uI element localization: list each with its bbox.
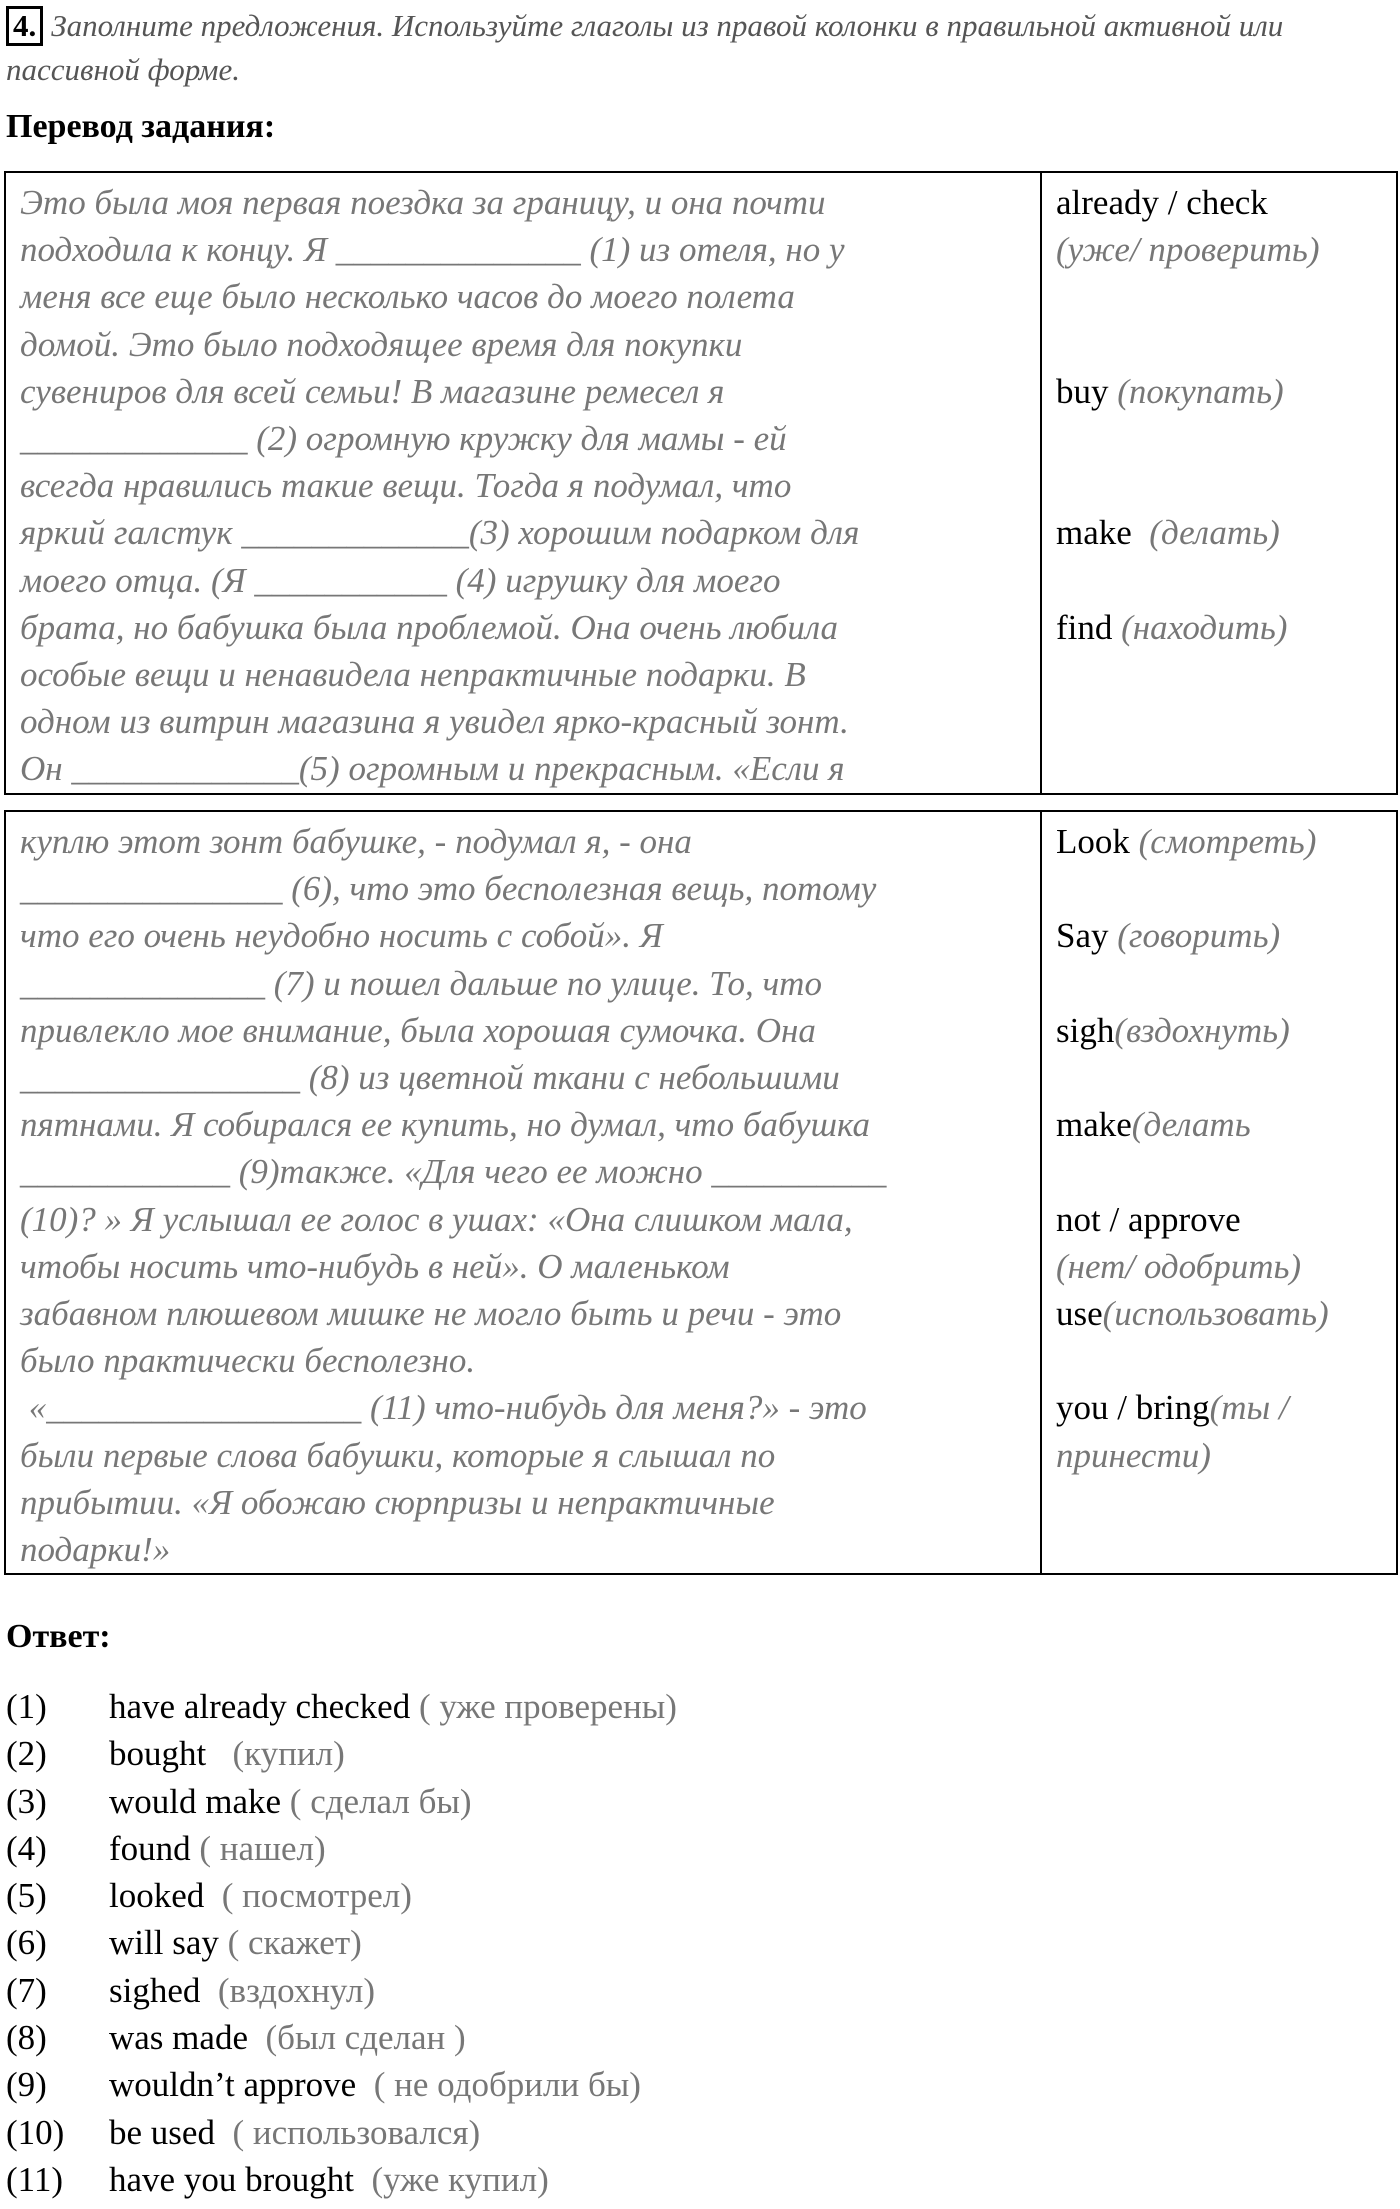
answer-row	[6, 1825, 1386, 1872]
verb-translation: (нет/ одобрить)	[1056, 1246, 1302, 1286]
text-line: сувениров для всей семьи! В магазине ремесел я	[20, 371, 725, 411]
table1-text-cell	[5, 172, 1041, 794]
answer-english: was made	[109, 2018, 248, 2058]
verb-line	[1056, 1007, 1386, 1054]
answer-list	[6, 1683, 1386, 2203]
text-line: особые вещи и ненавидела непрактичные подарки. В	[20, 655, 806, 695]
answer-title: Ответ:	[6, 1618, 111, 1655]
answer-number: (4)	[6, 1828, 47, 1868]
verb-translation: (ты /	[1209, 1388, 1289, 1428]
text-line: забавном плюшевом мишке не могло быть и речи - это	[20, 1294, 842, 1334]
answer-number: (2)	[6, 1734, 47, 1774]
text-line: пятнами. Я собирался ее купить, но думал, что бабушка	[20, 1105, 871, 1145]
verb-line	[1056, 818, 1386, 865]
text-line: ________________ (8) из цветной ткани с небольшими	[20, 1058, 840, 1098]
verb-translation: (находить)	[1121, 607, 1288, 647]
verb-line	[1056, 1054, 1386, 1101]
answer-row	[6, 1872, 1386, 1919]
verb: you / bring	[1056, 1388, 1210, 1428]
answer-row	[6, 2109, 1386, 2156]
text-line: подходила к концу. Я ______________ (1) из отеля, но у	[20, 230, 845, 270]
verb-translation: (говорить)	[1117, 916, 1281, 956]
exercise-table-1	[4, 171, 1398, 795]
verb: make	[1056, 1105, 1132, 1145]
answer-russian: ( нашел)	[190, 1828, 326, 1868]
answer-english: be used	[109, 2112, 215, 2152]
text-line: прибытии. «Я обожаю сюрпризы и непрактичные	[20, 1482, 775, 1522]
answer-english: wouldn’t approve	[109, 2065, 357, 2105]
verb: sigh	[1056, 1010, 1115, 1050]
answer-english: have already checked	[109, 1687, 411, 1726]
verb-line	[1056, 865, 1386, 912]
answer-number: (11)	[6, 2159, 64, 2199]
verb-translation: (вздохнуть)	[1114, 1010, 1290, 1050]
text-line: домой. Это было подходящее время для покупки	[20, 324, 743, 364]
text-line: было практически бесполезно.	[20, 1341, 476, 1381]
text-line: _______________ (6), что это бесполезная вещь, потому	[20, 869, 877, 909]
verb-line	[1056, 1148, 1386, 1195]
answer-russian: ( посмотрел)	[204, 1876, 412, 1916]
task-header	[6, 4, 1386, 92]
verb-line	[1056, 226, 1386, 273]
verb-translation: (уже/ проверить)	[1056, 230, 1320, 270]
verb: find	[1056, 607, 1122, 647]
verb-line	[1056, 179, 1386, 226]
verb-line	[1056, 273, 1386, 320]
text-line: _____________ (2) огромную кружку для мамы - ей	[20, 419, 787, 459]
verb-line	[1056, 557, 1386, 604]
text-line: «__________________ (11) что-нибудь для меня?» - это	[20, 1388, 867, 1428]
text-line: ______________ (7) и пошел дальше по улице. То, что	[20, 963, 822, 1003]
text-line: яркий галстук _____________(3) хорошим подарком для	[20, 513, 860, 553]
text-line: ____________ (9)также. «Для чего ее можно __________	[20, 1152, 887, 1192]
verb-translation: (делать)	[1149, 513, 1280, 553]
answer-english: have you brought	[109, 2159, 354, 2199]
verb-line	[1056, 368, 1386, 415]
answer-english: looked	[109, 1876, 205, 1916]
answer-russian: (вздохнул)	[200, 1970, 376, 2010]
text-line: чтобы носить что-нибудь в ней». О маленьком	[20, 1246, 730, 1286]
answer-russian: ( использовался)	[214, 2112, 481, 2152]
text-line: куплю этот зонт бабушке, - подумал я, - она	[20, 822, 692, 861]
answer-russian: ( сделал бы)	[281, 1781, 472, 1821]
verb-line	[1056, 1432, 1386, 1479]
text-line: Он _____________(5) огромным и прекрасным. «Если я	[20, 749, 845, 789]
verb-translation: (делать	[1131, 1105, 1251, 1145]
text-line: были первые слова бабушки, которые я слышал по	[20, 1435, 776, 1475]
verb-line	[1056, 462, 1386, 509]
answer-row	[6, 1778, 1386, 1825]
answer-english: will say	[109, 1923, 219, 1963]
answer-english: sighed	[109, 1970, 201, 2010]
verb-translation: принести)	[1056, 1435, 1211, 1475]
answer-number: (6)	[6, 1923, 47, 1963]
verb-line	[1056, 321, 1386, 368]
text-line: моего отца. (Я ___________ (4) игрушку для моего	[20, 560, 781, 600]
answer-number: (7)	[6, 1970, 47, 2010]
task-instruction: Заполните предложения. Используйте глаголы из правой колонки в правильной активной или пассивной форме.	[6, 8, 1284, 87]
answer-russian: ( скажет)	[218, 1923, 362, 1963]
answer-russian: (был сделан )	[247, 2018, 466, 2058]
text-line: всегда нравились такие вещи. Тогда я подумал, что	[20, 466, 792, 506]
verb: Say	[1056, 916, 1118, 956]
verb-translation: (смотреть)	[1138, 822, 1317, 861]
table2-text-cell	[5, 811, 1041, 1574]
verb-line	[1056, 415, 1386, 462]
verb-line	[1056, 1384, 1386, 1431]
answer-number: (10)	[6, 2112, 65, 2152]
verb-translation: (использовать)	[1102, 1293, 1329, 1333]
answer-row	[6, 1683, 1386, 1730]
answer-number: (9)	[6, 2065, 47, 2105]
text-line: меня все еще было несколько часов до моего полета	[20, 277, 795, 317]
answer-row	[6, 1967, 1386, 2014]
exercise-table-2	[4, 810, 1398, 1575]
answer-english: would make	[109, 1781, 282, 1821]
verb-line	[1056, 1337, 1386, 1384]
answer-row	[6, 2156, 1386, 2203]
answer-english: found	[109, 1828, 191, 1868]
verb: use	[1056, 1293, 1103, 1333]
verb-line	[1056, 509, 1386, 556]
answer-number: (3)	[6, 1781, 47, 1821]
answer-row	[6, 2061, 1386, 2108]
verb-line	[1056, 604, 1386, 651]
table2-verbs-cell	[1041, 811, 1397, 1574]
text-line: что его очень неудобно носить с собой». Я	[20, 916, 663, 956]
answer-russian: ( не одобрили бы)	[356, 2065, 641, 2105]
answer-russian: ( уже проверены)	[410, 1687, 677, 1726]
answer-row	[6, 2014, 1386, 2061]
text-line: одном из витрин магазина я увидел ярко-красный зонт.	[20, 702, 849, 742]
task-number: 4.	[6, 6, 43, 46]
answer-russian: (купил)	[206, 1734, 345, 1774]
verb-line	[1056, 912, 1386, 959]
text-line: Это была моя первая поездка за границу, и она почти	[20, 183, 826, 222]
answer-english: bought	[109, 1734, 207, 1774]
text-line: брата, но бабушка была проблемой. Она очень любила	[20, 607, 839, 647]
verb-line	[1056, 1290, 1386, 1337]
answer-row	[6, 1919, 1386, 1966]
translation-title: Перевод задания:	[6, 108, 276, 145]
verb: not / approve	[1056, 1199, 1241, 1239]
verb: Look	[1056, 822, 1139, 861]
answer-number: (1)	[6, 1687, 47, 1726]
answer-number: (8)	[6, 2018, 47, 2058]
verb-line	[1056, 960, 1386, 1007]
table1-verbs-cell	[1041, 172, 1397, 794]
verb: already / check	[1056, 183, 1268, 222]
verb-line	[1056, 1101, 1386, 1148]
answer-russian: (уже купил)	[353, 2159, 549, 2199]
verb-line	[1056, 1243, 1386, 1290]
verb: make	[1056, 513, 1150, 553]
answer-number: (5)	[6, 1876, 47, 1916]
text-line: (10)? » Я услышал ее голос в ушах: «Она слишком мала,	[20, 1199, 853, 1239]
verb-translation: (покупать)	[1117, 371, 1284, 411]
text-line: привлекло мое внимание, была хорошая сумочка. Она	[20, 1010, 816, 1050]
text-line: подарки!»	[20, 1530, 171, 1570]
answer-row	[6, 1730, 1386, 1777]
verb: buy	[1056, 371, 1118, 411]
verb-line	[1056, 1196, 1386, 1243]
